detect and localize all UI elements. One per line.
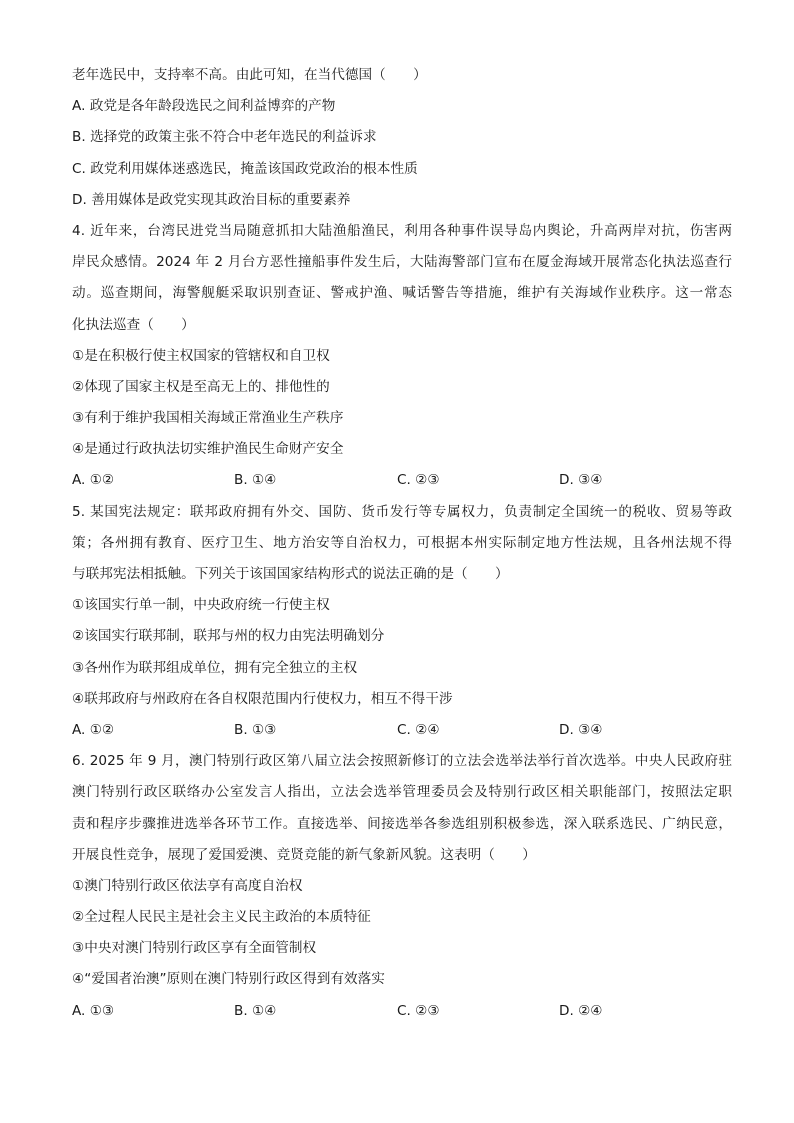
question-3-tail [72, 60, 732, 216]
exam-page [72, 60, 732, 1027]
q6-choice-a: A. ①③ [72, 1002, 115, 1019]
q6-item-3: ③中央对澳门特别行政区享有全面管制权 [72, 940, 317, 957]
q3-stem-line: 老年选民中，支持率不高。由此可知，在当代德国（ ） [72, 67, 427, 83]
q6-item-4: ④“爱国者治澳”原则在澳门特别行政区得到有效落实 [72, 971, 385, 988]
question-5 [72, 497, 732, 747]
question-6 [72, 746, 732, 1027]
q3-option-b: B. 选择党的政策主张不符合中老年选民的利益诉求 [72, 129, 377, 146]
q4-item-3: ③有利于维护我国相关海域正常渔业生产秩序 [72, 410, 344, 427]
q4-stem-line-4: 化执法巡查（ ） [72, 316, 195, 333]
q4-stem-line-2: 岸民众感情。2024 年 2 月台方恶性撞船事件发生后，大陆海警部门宣布在厦金海域开展常态化执法巡查行 [72, 254, 732, 271]
q5-choice-c: C. ②④ [397, 721, 440, 738]
q4-choice-b: B. ①④ [234, 472, 277, 489]
q5-choices [72, 715, 732, 746]
q6-choices [72, 996, 732, 1027]
q5-stem-line-2: 策；各州拥有教育、医疗卫生、地方治安等自治权力，可根据本州实际制定地方性法规，且各州法规不得 [72, 534, 732, 551]
question-4 [72, 216, 732, 497]
q5-item-4: ④联邦政府与州政府在各自权限范围内行使权力，相互不得干涉 [72, 690, 453, 707]
q6-stem-line-3: 责和程序步骤推进选举各环节工作。直接选举、间接选举各参选组别积极参选，深入联系选民、广纳民意， [72, 815, 732, 832]
q6-choice-c: C. ②③ [397, 1002, 440, 1019]
q6-stem-line-4: 开展良性竞争，展现了爱国爱澳、竞贤竞能的新气象新风貌。这表明（ ） [72, 846, 536, 863]
q4-stem-line-3: 动。巡查期间，海警舰艇采取识别查证、警戒护渔、喊话警告等措施，维护有关海域作业秩序。这一常态 [72, 285, 732, 302]
q5-choice-a: A. ①② [72, 721, 115, 738]
q5-choice-b: B. ①③ [234, 721, 277, 738]
q6-stem-line-1: 6. 2025 年 9 月，澳门特别行政区第八届立法会按照新修订的立法会选举法举行首次选举。中央人民政府驻 [72, 753, 732, 770]
q5-stem-line-3: 与联邦宪法相抵触。下列关于该国国家结构形式的说法正确的是（ ） [72, 566, 509, 582]
q6-item-1: ①澳门特别行政区依法享有高度自治权 [72, 877, 303, 894]
q4-choice-c: C. ②③ [397, 472, 440, 489]
q3-option-a: A. 政党是各年龄段选民之间利益博弈的产物 [72, 98, 336, 115]
q4-choice-d: D. ③④ [559, 472, 603, 489]
q4-stem-line-1: 4. 近年来，台湾民进党当局随意抓扣大陆渔船渔民，利用各种事件误导岛内舆论，升高两岸对抗，伤害两 [72, 222, 732, 239]
q6-choice-d: D. ②④ [559, 1002, 603, 1019]
q5-item-2: ②该国实行联邦制，联邦与州的权力由宪法明确划分 [72, 628, 385, 645]
q6-item-2: ②全过程人民民主是社会主义民主政治的本质特征 [72, 909, 371, 926]
q6-stem-line-2: 澳门特别行政区联络办公室发言人指出，立法会选举管理委员会及特别行政区相关职能部门，按照法定职 [72, 784, 732, 801]
q4-item-4: ④是通过行政执法切实维护渔民生命财产安全 [72, 441, 344, 458]
q5-stem-line-1: 5. 某国宪法规定：联邦政府拥有外交、国防、货币发行等专属权力，负责制定全国统一的税收、贸易等政 [72, 503, 732, 520]
q4-choice-a: A. ①② [72, 472, 115, 489]
q5-choice-d: D. ③④ [559, 721, 603, 738]
q4-choices [72, 465, 732, 496]
q4-item-1: ①是在积极行使主权国家的管辖权和自卫权 [72, 347, 330, 364]
q4-item-2: ②体现了国家主权是至高无上的、排他性的 [72, 378, 330, 395]
q3-option-d: D. 善用媒体是政党实现其政治目标的重要素养 [72, 191, 351, 208]
q6-choice-b: B. ①④ [234, 1002, 277, 1019]
q3-option-c: C. 政党利用媒体迷惑选民，掩盖该国政党政治的根本性质 [72, 160, 418, 177]
q5-item-1: ①该国实行单一制，中央政府统一行使主权 [72, 597, 330, 614]
q5-item-3: ③各州作为联邦组成单位，拥有完全独立的主权 [72, 659, 358, 676]
